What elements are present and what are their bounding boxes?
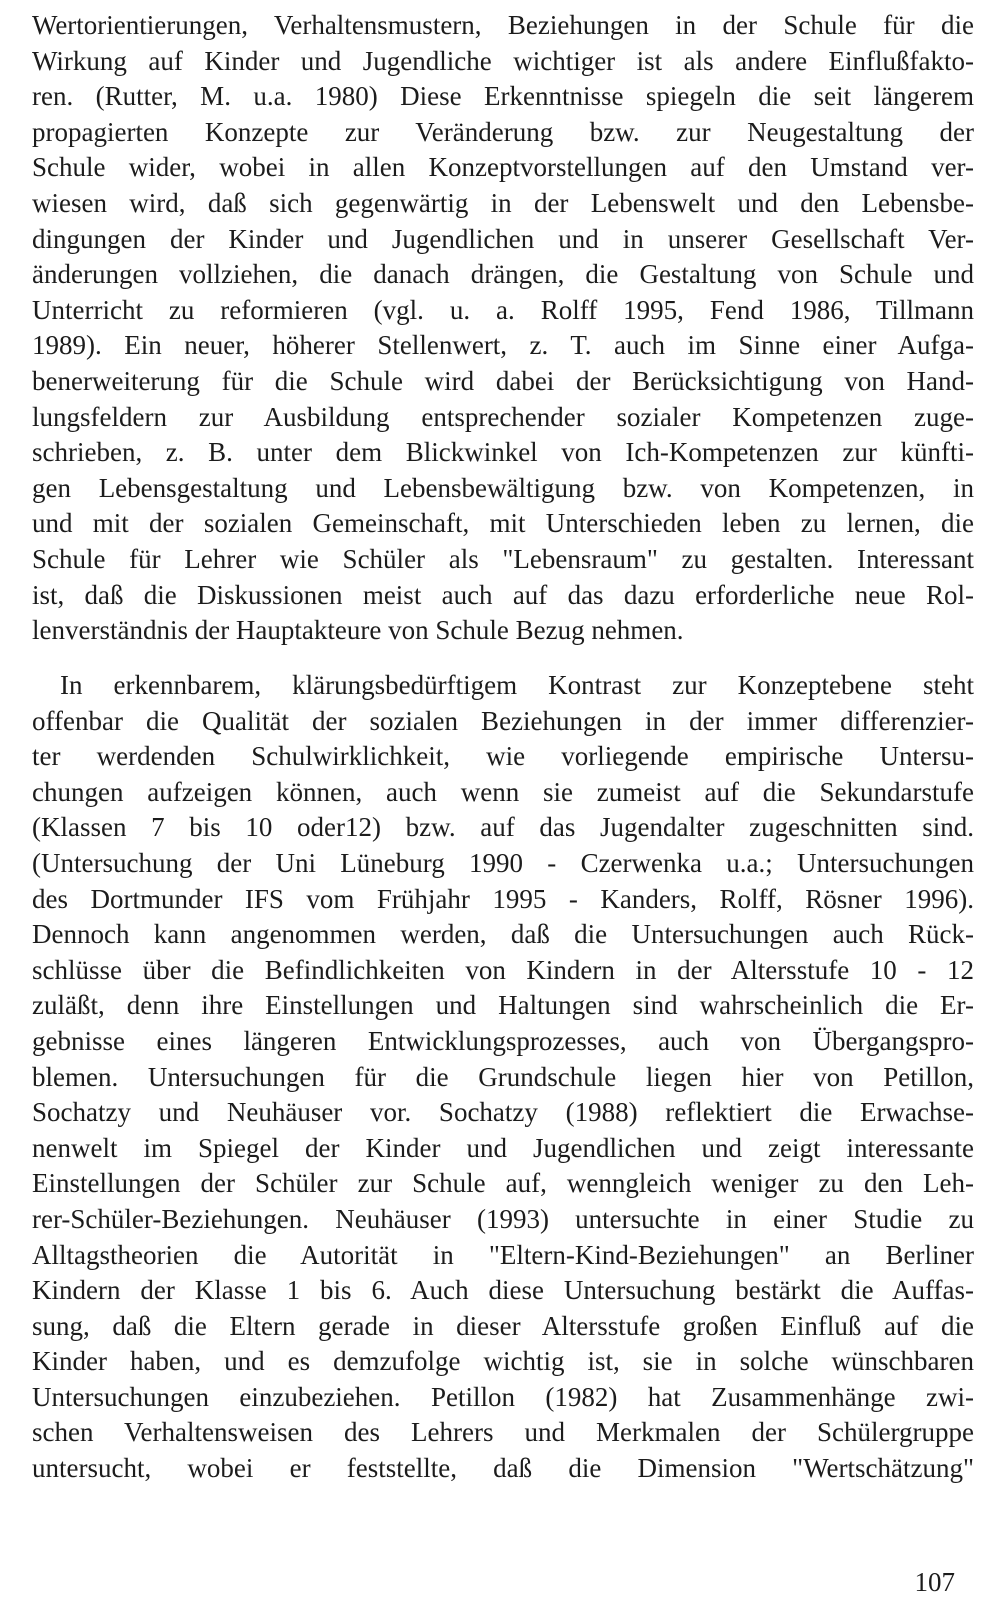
text-line: Untersuchungen einzubeziehen. Petillon (1982) hat Zusammenhänge zwi- [32,1381,974,1412]
text-line: Schule wider, wobei in allen Konzeptvorstellungen auf den Umstand ver- [32,152,974,183]
text-line: gen Lebensgestaltung und Lebensbewältigung bzw. von Kompetenzen, in [32,472,974,503]
text-line: offenbar die Qualität der sozialen Beziehungen in der immer differenzier- [32,705,974,736]
text-line: rer-Schüler-Beziehungen. Neuhäuser (1993) untersuchte in einer Studie zu [32,1203,974,1234]
text-line: lungsfeldern zur Ausbildung entsprechender sozialer Kompetenzen zuge- [32,401,974,432]
text-line: änderungen vollziehen, die danach drängen, die Gestaltung von Schule und [32,259,974,290]
text-line: Einstellungen der Schüler zur Schule auf, wenngleich weniger zu den Leh- [32,1168,974,1199]
text-line: gebnisse eines längeren Entwicklungsprozesses, auch von Übergangspro- [32,1025,974,1056]
text-line: Dennoch kann angenommen werden, daß die Untersuchungen auch Rück- [32,919,974,950]
text-line: untersucht, wobei er feststellte, daß die Dimension "Wertschätzung" [32,1453,974,1484]
text-line: propagierten Konzepte zur Veränderung bzw. zur Neugestaltung der [32,116,974,147]
text-line: Kinder haben, und es demzufolge wichtig ist, sie in solche wünschbaren [32,1346,974,1377]
text-line: Wertorientierungen, Verhaltensmustern, Beziehungen in der Schule für die [32,10,974,40]
text-line: schrieben, z. B. unter dem Blickwinkel von Ich-Kompetenzen zur künfti- [32,437,974,468]
text-line: 1989). Ein neuer, höherer Stellenwert, z. T. auch im Sinne einer Aufga- [32,330,974,361]
text-line: Wirkung auf Kinder und Jugendliche wichtiger ist als andere Einflußfakto- [32,45,974,76]
text-line: chungen aufzeigen können, auch wenn sie zumeist auf die Sekundarstufe [32,776,974,807]
text-line: des Dortmunder IFS vom Frühjahr 1995 - Kanders, Rolff, Rösner 1996). [32,883,974,914]
text-line: benerweiterung für die Schule wird dabei der Berücksichtigung von Hand- [32,365,974,396]
text-line: Kindern der Klasse 1 bis 6. Auch diese Untersuchung bestärkt die Auffas- [32,1275,974,1306]
text-line: nenwelt im Spiegel der Kinder und Jugendlichen und zeigt interessante [32,1132,974,1163]
text-line: schen Verhaltensweisen des Lehrers und Merkmalen der Schülergruppe [32,1417,974,1448]
text-line: blemen. Untersuchungen für die Grundschule liegen hier von Petillon, [32,1061,974,1092]
paragraph-1 [32,8,974,649]
text-line: schlüsse über die Befindlichkeiten von Kindern in der Altersstufe 10 - 12 [32,954,974,985]
text-line: ter werdenden Schulwirklichkeit, wie vorliegende empirische Untersu- [32,741,974,772]
text-line: ist, daß die Diskussionen meist auch auf das dazu erforderliche neue Rol- [32,579,974,610]
text-line: sung, daß die Eltern gerade in dieser Altersstufe großen Einfluß auf die [32,1310,974,1341]
text-line: dingungen der Kinder und Jugendlichen und in unserer Gesellschaft Ver- [32,223,974,254]
text-line: lenverständnis der Hauptakteure von Schule Bezug nehmen. [32,615,684,646]
text-line: Schule für Lehrer wie Schüler als "Lebensraum" zu gestalten. Interessant [32,543,974,574]
text-line: (Klassen 7 bis 10 oder12) bzw. auf das Jugendalter zugeschnitten sind. [32,812,974,843]
text-line: wiesen wird, daß sich gegenwärtig in der Lebenswelt und den Lebensbe- [32,187,974,218]
paragraph-2 [32,668,974,1487]
text-line: Alltagstheorien die Autorität in "Eltern-Kind-Beziehungen" an Berliner [32,1239,974,1270]
text-line: Sochatzy und Neuhäuser vor. Sochatzy (1988) reflektiert die Erwachse- [32,1097,974,1128]
text-line: ren. (Rutter, M. u.a. 1980) Diese Erkenntnisse spiegeln die seit längerem [32,81,974,112]
text-line: In erkennbarem, klärungsbedürftigem Kontrast zur Konzeptebene steht [60,670,974,700]
page-number: 107 [914,1567,955,1597]
text-line: (Untersuchung der Uni Lüneburg 1990 - Czerwenka u.a.; Untersuchungen [32,847,974,878]
text-line: Unterricht zu reformieren (vgl. u. a. Rolff 1995, Fend 1986, Tillmann [32,294,974,325]
text-line: und mit der sozialen Gemeinschaft, mit Unterschieden leben zu lernen, die [32,508,974,539]
text-line: zuläßt, denn ihre Einstellungen und Haltungen sind wahrscheinlich die Er- [32,990,974,1021]
